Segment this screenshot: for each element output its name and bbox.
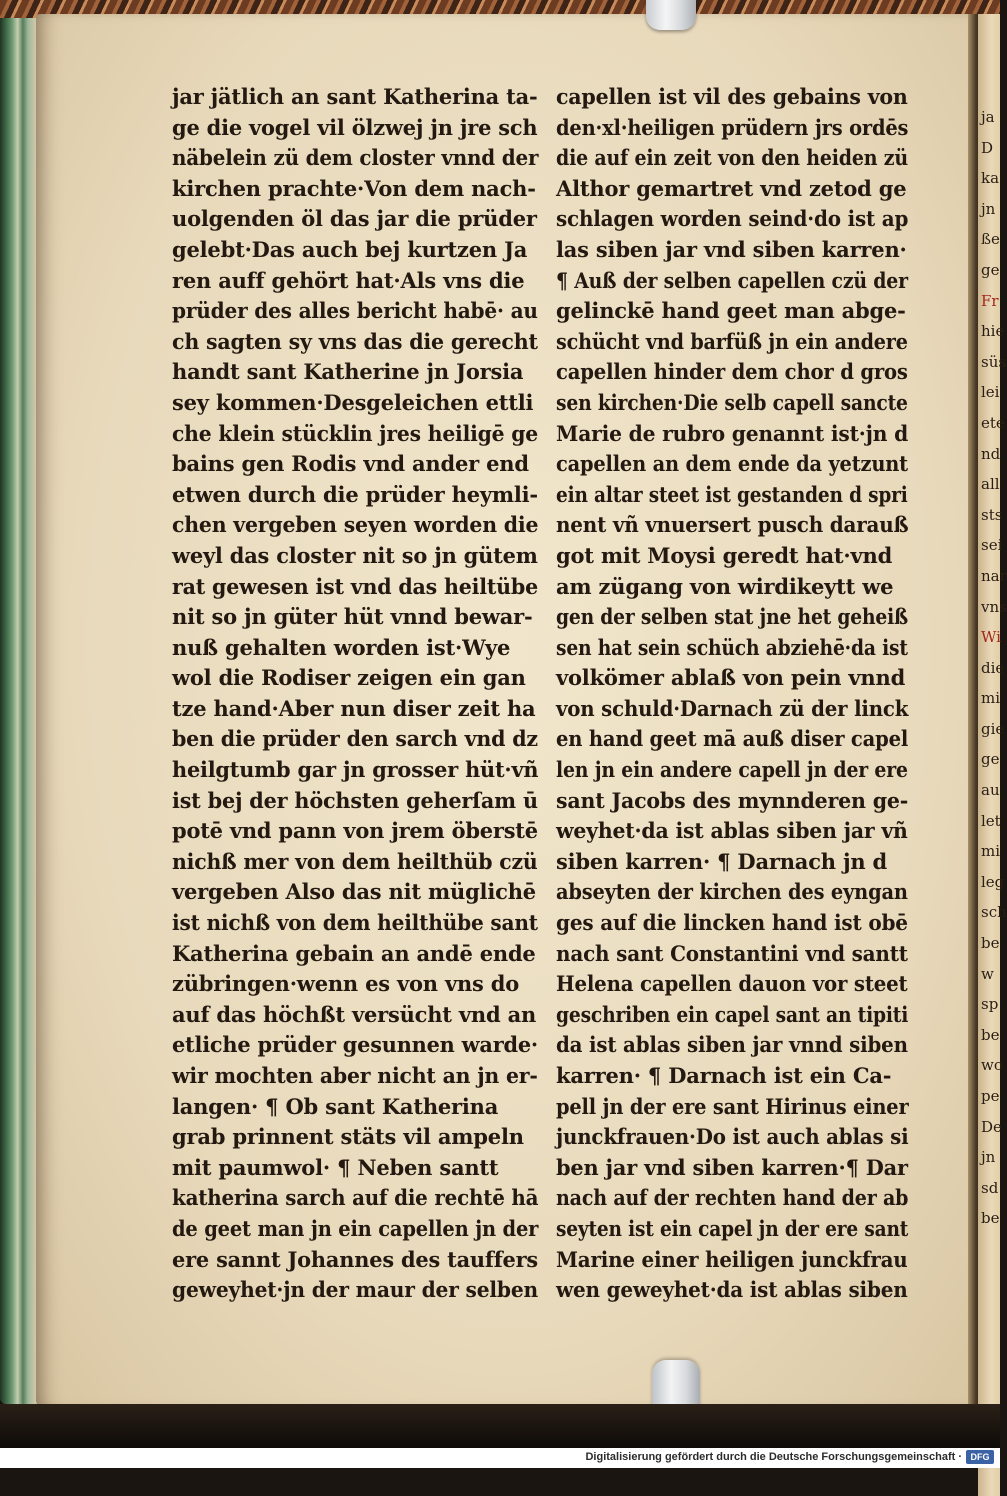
- text-line: ben jar vnd siben karren·¶ Dar: [556, 1154, 908, 1180]
- facing-page-fragment: ete: [981, 413, 1005, 432]
- text-line: kirchen prachte·Von dem nach-: [172, 175, 536, 201]
- text-line: wol die Rodiser zeigen ein gan: [172, 665, 526, 691]
- text-line: ren auff gehört hat·Als vns die: [172, 267, 525, 293]
- facing-page-fragment: be: [981, 1025, 1000, 1044]
- text-line: etwen durch die prüder heymli-: [172, 481, 538, 507]
- facing-page-fragment: süs: [981, 352, 1007, 371]
- facing-page-fragment: jn: [981, 1148, 996, 1167]
- text-line: capellen an dem ende da yetzunt: [556, 451, 908, 477]
- text-line: tze hand·Aber nun diser zeit ha: [172, 695, 536, 721]
- text-line: capellen hinder dem chor d gros: [556, 359, 908, 385]
- facing-page-fragment: be: [981, 1209, 1000, 1228]
- text-line: nit so jn güter hüt vnnd bewar-: [172, 604, 533, 630]
- text-line: geweyhet·jn der maur der selben: [172, 1277, 539, 1303]
- text-line: gen der selben stat jne het geheiß: [556, 604, 909, 630]
- text-line: zübringen·wenn es von vns do: [172, 971, 520, 997]
- text-line: de geet man jn ein capellen jn der: [172, 1215, 539, 1241]
- text-line: die auf ein zeit von den heiden zü: [556, 145, 908, 171]
- text-line: schücht vnd barfüß jn ein andere: [556, 328, 908, 354]
- facing-page-fragment: gie: [981, 719, 1005, 738]
- text-line: got mit Moysi geredt hat·vnd: [556, 542, 893, 568]
- text-line: jar jätlich an sant Katherina ta-: [172, 84, 538, 109]
- text-line: nichß mer von dem heilthüb czü: [172, 848, 538, 874]
- facing-page-fragment: hie: [981, 322, 1005, 341]
- text-line: schlagen worden seind·do ist ap: [556, 206, 909, 232]
- text-line: seyten ist ein capel jn der ere sant: [556, 1215, 909, 1241]
- text-line: che klein stücklin jres heiligē ge: [172, 420, 539, 446]
- text-line: ein altar steet ist gestanden d spri: [556, 481, 908, 507]
- facing-page-fragment: sd: [981, 1178, 999, 1197]
- text-line: weyl das closter nit so jn gütem: [172, 542, 538, 568]
- text-line: las siben jar vnd siben karren·: [556, 236, 907, 262]
- text-line: heilgtumb gar jn grosser hüt·vñ: [172, 757, 539, 783]
- text-line: mit paumwol· ¶ Neben santt: [172, 1154, 499, 1180]
- text-line: abseyten der kirchen des eyngan: [556, 879, 908, 905]
- facing-page-fragment: ge: [981, 260, 1000, 279]
- text-line: ch sagten sy vns das die gerecht: [172, 328, 538, 354]
- text-column-right: [556, 82, 916, 1306]
- facing-page-fragment: sch: [981, 903, 1007, 922]
- facing-page-fragment: au: [981, 781, 1000, 800]
- facing-page-fragment: nar: [981, 566, 1007, 585]
- text-line: junckfrauen·Do ist auch ablas si: [556, 1124, 909, 1150]
- text-line: Helena capellen dauon vor steet: [556, 971, 908, 997]
- text-line: potē vnd pann von jrem öberstē: [172, 818, 538, 844]
- facing-page-fragment: w: [981, 964, 994, 983]
- facing-page-fragment: vns: [981, 597, 1007, 616]
- text-line: weyhet·da ist ablas siben jar vñ: [556, 818, 908, 844]
- text-line: sant Jacobs des mynnderen ge-: [556, 787, 909, 813]
- dfg-logo: DFG: [966, 1450, 994, 1464]
- text-line: volkömer ablaß von pein vnnd: [556, 665, 906, 691]
- text-line: ges auf die lincken hand ist obē: [556, 910, 908, 936]
- facing-page-fragment: all: [981, 475, 1000, 494]
- text-line: näbelein zü dem closter vnnd der: [172, 145, 539, 171]
- text-line: vergeben Also das nit müglichē: [172, 879, 536, 905]
- text-line: capellen ist vil des gebains von: [556, 84, 908, 109]
- facing-page-fragment: D: [981, 138, 994, 157]
- text-line: den·xl·heiligen prüdern jrs ordēs: [556, 114, 909, 140]
- text-line: langen· ¶ Ob sant Katherina: [172, 1093, 499, 1119]
- footer-credit: Digitalisierung gefördert durch die Deutsche Forschungsgemeinschaft ·: [585, 1451, 962, 1463]
- scan-bottom-shadow: [0, 1404, 1000, 1448]
- text-line: grab prinnent stäts vil ampeln: [172, 1124, 524, 1150]
- text-line: nach auf der rechten hand der ab: [556, 1185, 909, 1211]
- text-line: pell jn der ere sant Hirinus einer: [556, 1093, 909, 1119]
- text-line: da ist ablas siben jar vnnd siben: [556, 1032, 908, 1058]
- text-line: ist nichß von dem heilthübe sant: [172, 910, 538, 936]
- facing-page-fragment: sp: [981, 995, 999, 1014]
- text-line: uolgenden öl das jar die prüder: [172, 206, 537, 232]
- page-clip-top: [646, 0, 696, 30]
- text-line: siben karren· ¶ Darnach jn d: [556, 848, 888, 874]
- text-line: ere sannt Johannes des tauffers: [172, 1246, 538, 1272]
- text-line: sen kirchen·Die selb capell sancte: [556, 389, 908, 415]
- facing-page-fragment: wo: [981, 1056, 1003, 1075]
- text-line: von schuld·Darnach zü der linck: [556, 695, 909, 721]
- facing-page-fragment: mi: [981, 689, 1001, 708]
- facing-page-fragment: Wi: [981, 628, 1001, 647]
- text-line: wen geweyhet·da ist ablas siben: [556, 1277, 908, 1303]
- text-line: etliche prüder gesunnen warde·: [172, 1032, 538, 1058]
- text-line: prüder des alles bericht habē· au: [172, 298, 538, 324]
- text-line: geschriben ein capel sant an tipiti: [556, 1001, 909, 1027]
- text-line: nuß gehalten worden ist·Wye: [172, 634, 511, 660]
- text-line: len jn ein andere capell jn der ere: [556, 757, 908, 783]
- text-line: Marine einer heiligen junckfrau: [556, 1246, 908, 1272]
- text-line: ist bej der höchsten geherſam ū: [172, 787, 538, 813]
- text-line: gelebt·Das auch bej kurtzen Ja: [172, 236, 528, 262]
- facing-page-fragment: Fr: [981, 291, 999, 310]
- facing-page-fragment: lei: [981, 383, 1000, 402]
- text-line: gelinckē hand geet man abge-: [556, 298, 906, 324]
- facing-page-fragment: sts: [981, 505, 1003, 524]
- facing-page-fragment: ka: [981, 169, 1000, 188]
- facing-page-fragment: jn: [981, 199, 996, 218]
- text-line: en hand geet mā auß diser capel: [556, 726, 909, 752]
- facing-page-fragment: leg: [981, 872, 1005, 891]
- text-line: Marie de rubro genannt ist·jn d: [556, 420, 909, 446]
- facing-page-edge: [978, 14, 1007, 1496]
- facing-page-fragment: ja: [981, 108, 995, 126]
- text-line: handt sant Katherine jn Jorsia: [172, 359, 524, 385]
- text-line: ben die prüder den sarch vnd dz: [172, 726, 538, 752]
- text-line: nent vñ vnuersert pusch darauß: [556, 512, 909, 538]
- text-column-left: [172, 82, 542, 1306]
- facing-page-fragment: De: [981, 1117, 1002, 1136]
- facing-page-fragment: die: [981, 658, 1005, 677]
- text-line: sey kommen·Desgeleichen ettli: [172, 389, 534, 415]
- text-line: rat gewesen ist vnd das heiltübe: [172, 573, 538, 599]
- facing-page-fragment: nd: [981, 444, 1001, 463]
- text-line: katherina sarch auf die rechtē hā: [172, 1185, 539, 1211]
- facing-page-fragment: mi: [981, 842, 1001, 861]
- facing-page-fragment: let: [981, 811, 1001, 830]
- facing-page-fragment: ße: [981, 230, 1000, 249]
- facing-page-fragment: sei: [981, 536, 1003, 555]
- text-line: auf das höchßt versücht vnd an: [172, 1001, 537, 1027]
- text-line: sen hat sein schüch abziehē·da ist: [556, 634, 908, 660]
- text-line: am zügang von wirdikeytt we: [556, 573, 894, 599]
- facing-page-fragment: be: [981, 934, 1000, 953]
- text-line: wir mochten aber nicht an jn er-: [172, 1063, 538, 1088]
- text-line: Katherina gebain an andē ende: [172, 940, 536, 966]
- text-line: karren· ¶ Darnach ist ein Ca-: [556, 1063, 892, 1088]
- text-line: nach sant Constantini vnd santt: [556, 940, 908, 966]
- text-line: ge die vogel vil ölzwej jn jre sch: [172, 114, 538, 140]
- facing-page-fragment: pe: [981, 1087, 1000, 1105]
- text-line: Althor gemartret vnd zetod ge: [556, 175, 907, 201]
- facing-page-fragment: ge: [981, 750, 1000, 769]
- text-line: bains gen Rodis vnd ander end: [172, 451, 529, 477]
- text-line: chen vergeben seyen worden die: [172, 512, 539, 538]
- text-line: ¶ Auß der selben capellen czü der: [556, 267, 908, 293]
